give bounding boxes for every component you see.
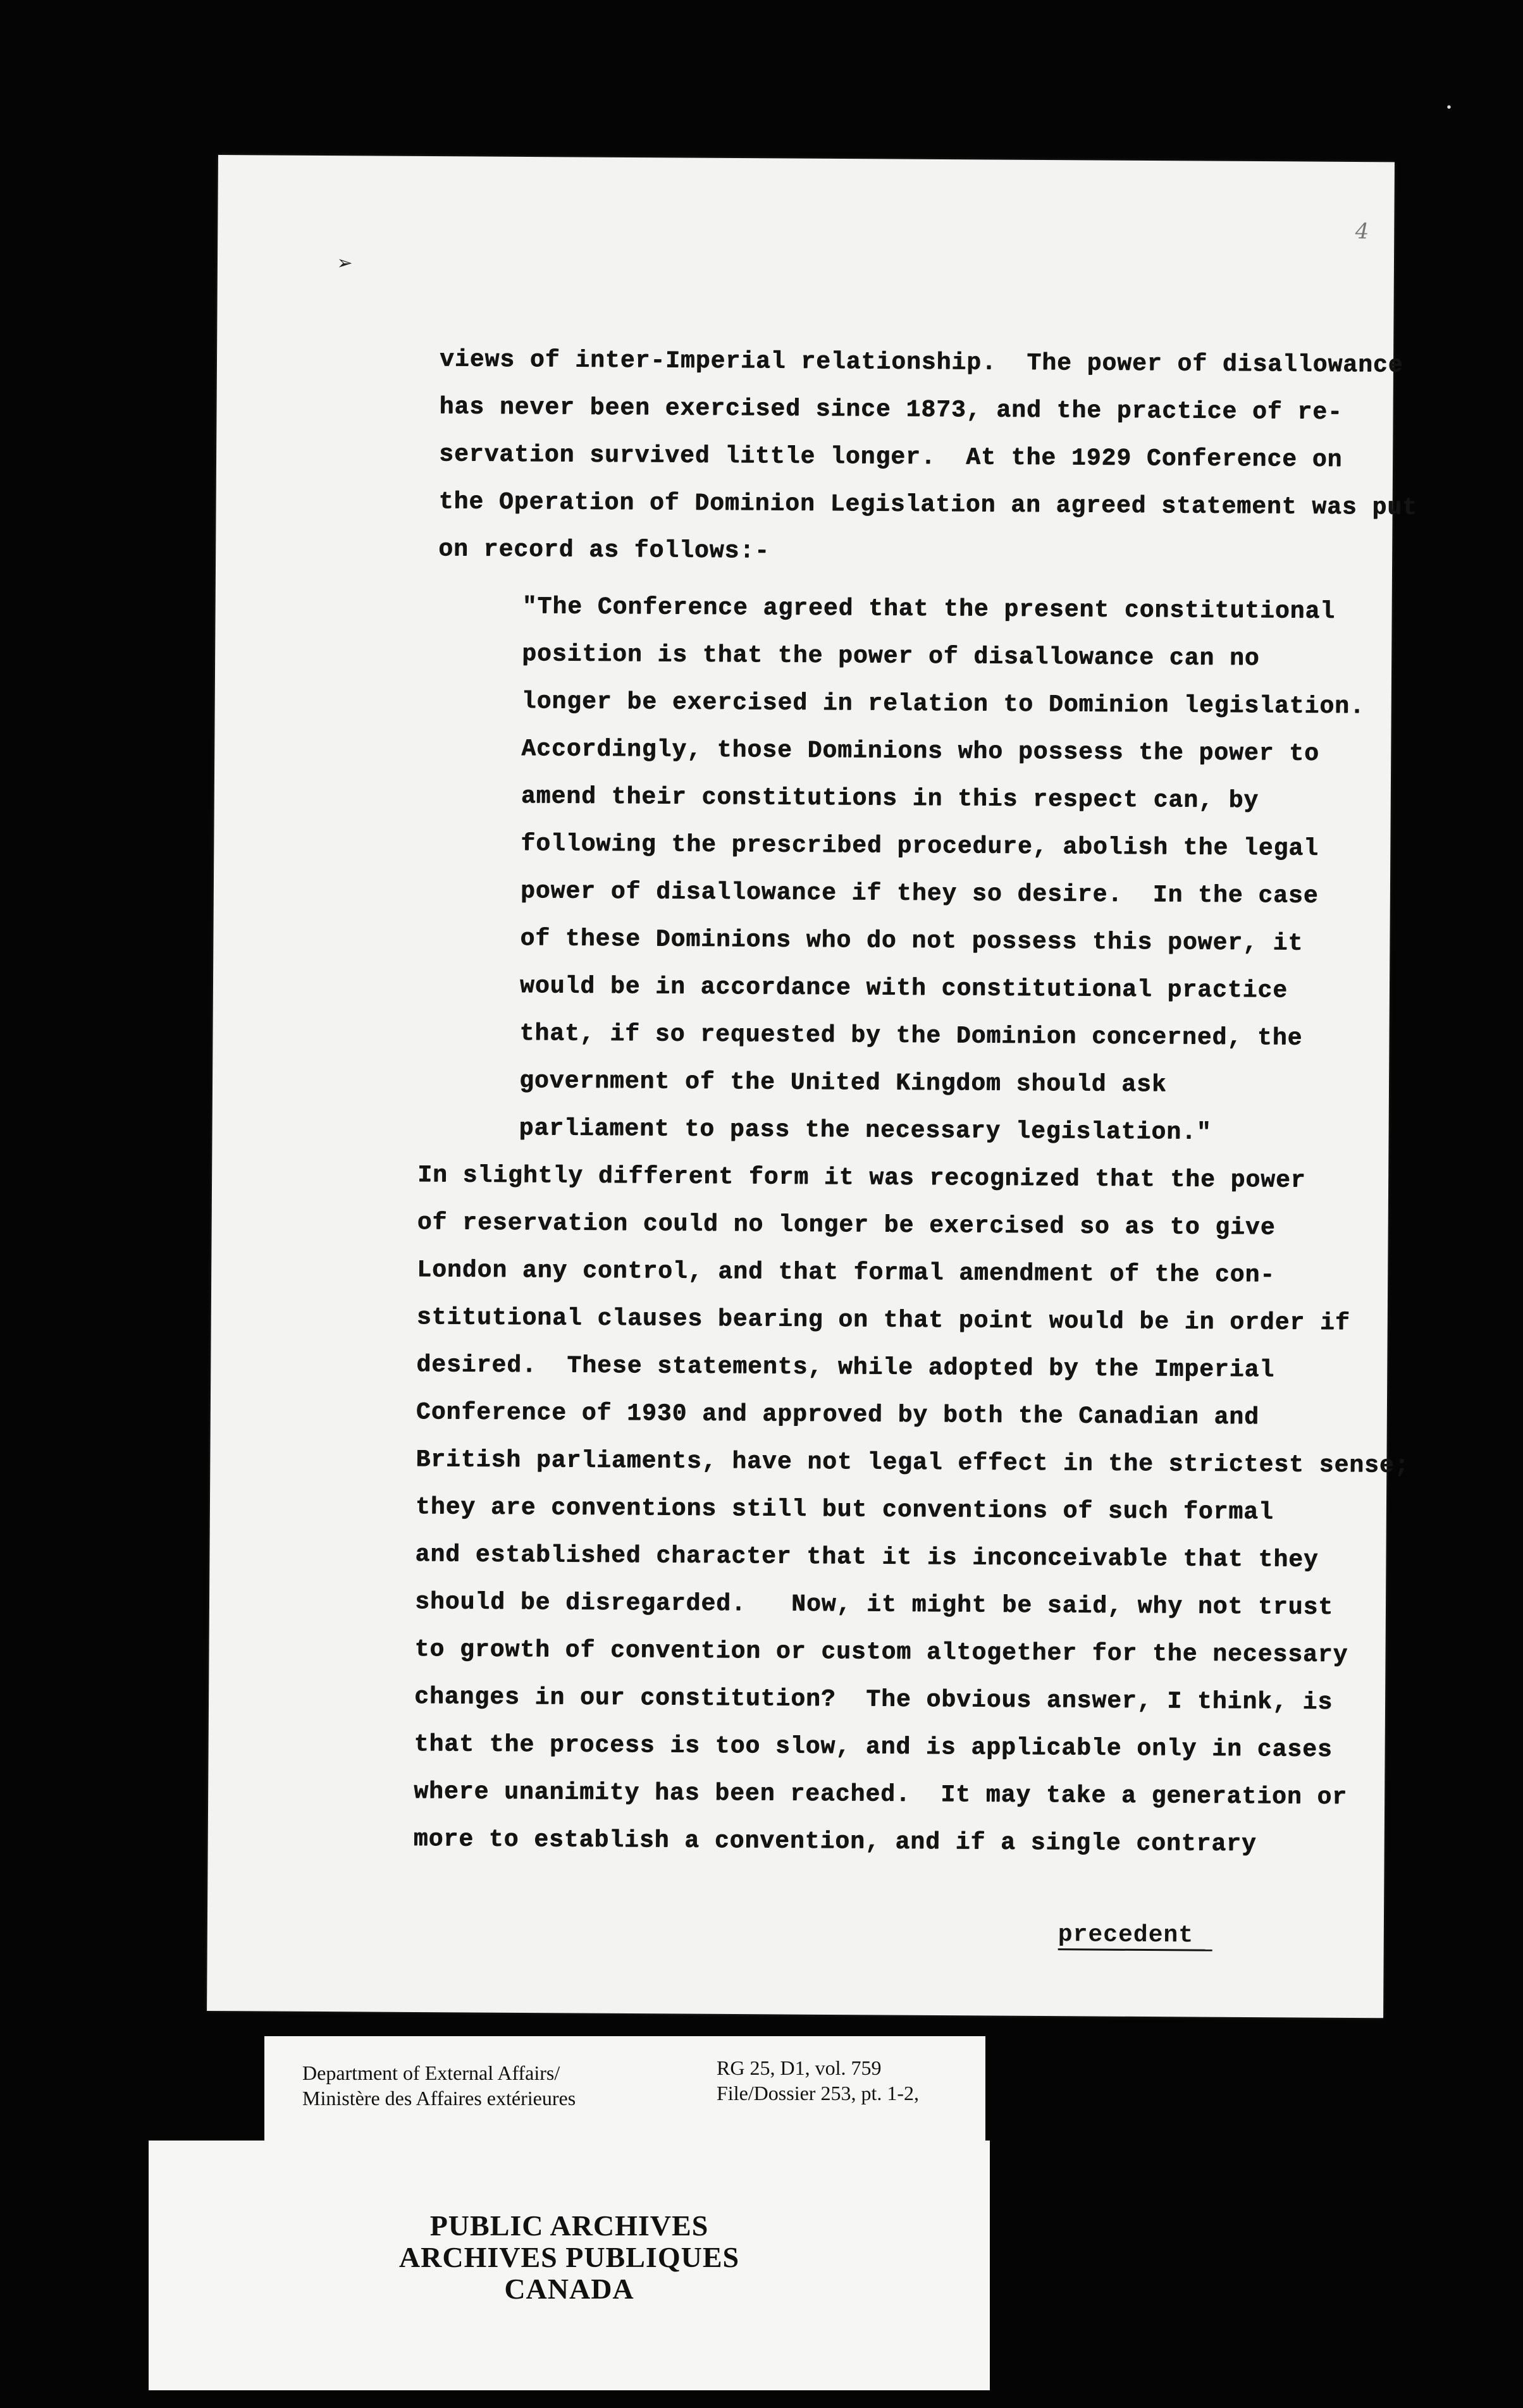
department-en: Department of External Affairs/ [302, 2061, 560, 2084]
text-line: the Operation of Dominion Legislation an agreed statement was put [438, 488, 1418, 522]
text-line: more to establish a convention, and if a single contrary [413, 1825, 1257, 1858]
film-speck: • [1445, 101, 1453, 116]
department-block [302, 2060, 576, 2111]
text-line: servation survived little longer. At the 1929 Conference on [438, 441, 1343, 474]
quote-line: of these Dominions who do not possess this power, it [520, 924, 1304, 957]
stamp-line-3: CANADA [504, 2273, 634, 2305]
text-line: In slightly different form it was recognized that the power [417, 1161, 1306, 1195]
archives-stamp [149, 2210, 990, 2305]
text-line: should be disregarded. Now, it might be said, why not trust [414, 1588, 1334, 1621]
document-page [207, 155, 1418, 2018]
text-line: British parliaments, have not legal effect in the strictest sense; [416, 1446, 1410, 1480]
text-line: Conference of 1930 and approved by both the Canadian and [416, 1398, 1259, 1432]
catchword: precedent [1058, 1921, 1213, 1951]
quote-line: parliament to pass the necessary legislation." [519, 1114, 1212, 1146]
reference-block [717, 2055, 919, 2106]
quote-line: would be in accordance with constitutional practice [519, 972, 1288, 1005]
archives-stamp-panel [149, 2141, 990, 2390]
record-group: RG 25, D1, vol. 759 [717, 2056, 882, 2079]
margin-mark: ➢ [337, 252, 354, 281]
text-line: changes in our constitution? The obvious answer, I think, is [414, 1683, 1333, 1716]
archive-reference-label [264, 2036, 985, 2141]
quote-line: power of disallowance if they so desire. In the case [520, 877, 1319, 910]
stamp-line-2: ARCHIVES PUBLIQUES [398, 2241, 740, 2273]
text-line: desired. These statements, while adopted by the Imperial [416, 1351, 1275, 1384]
text-line: of reservation could no longer be exercised so as to give [417, 1208, 1276, 1242]
file-dossier: File/Dossier 253, pt. 1-2, [717, 2082, 919, 2104]
department-fr: Ministère des Affaires extérieures [302, 2087, 576, 2110]
text-line: and established character that it is inconceivable that they [415, 1540, 1319, 1574]
quote-line: following the prescribed procedure, abolish the legal [521, 830, 1319, 863]
text-line: they are conventions still but conventions of such formal [415, 1493, 1274, 1526]
text-line: on record as follows:- [438, 536, 770, 565]
quote-line: government of the United Kingdom should ask [519, 1067, 1167, 1099]
quote-line: "The Conference agreed that the present constitutional [522, 593, 1336, 625]
text-line: views of inter-Imperial relationship. The power of disallowance [439, 346, 1403, 379]
text-line: London any control, and that formal amendment of the con- [417, 1256, 1276, 1289]
quote-line: position is that the power of disallowance can no [522, 640, 1260, 673]
text-line: where unanimity has been reached. It may take a generation or [414, 1778, 1348, 1811]
text-line: has never been exercised since 1873, and the practice of re- [439, 393, 1343, 426]
stamp-line-1: PUBLIC ARCHIVES [429, 2209, 709, 2242]
page-corner-mark: 4 [1355, 218, 1369, 245]
quote-line: that, if so requested by the Dominion concerned, the [519, 1019, 1303, 1052]
quote-line: amend their constitutions in this respect can, by [521, 782, 1259, 815]
quote-line: Accordingly, those Dominions who possess the power to [521, 735, 1319, 768]
text-line: to growth of convention or custom altogether for the necessary [414, 1635, 1348, 1669]
text-line: that the process is too slow, and is applicable only in cases [414, 1730, 1333, 1764]
quote-line: longer be exercised in relation to Dominion legislation. [521, 687, 1365, 721]
text-line: stitutional clauses bearing on that point would be in order if [416, 1303, 1350, 1337]
